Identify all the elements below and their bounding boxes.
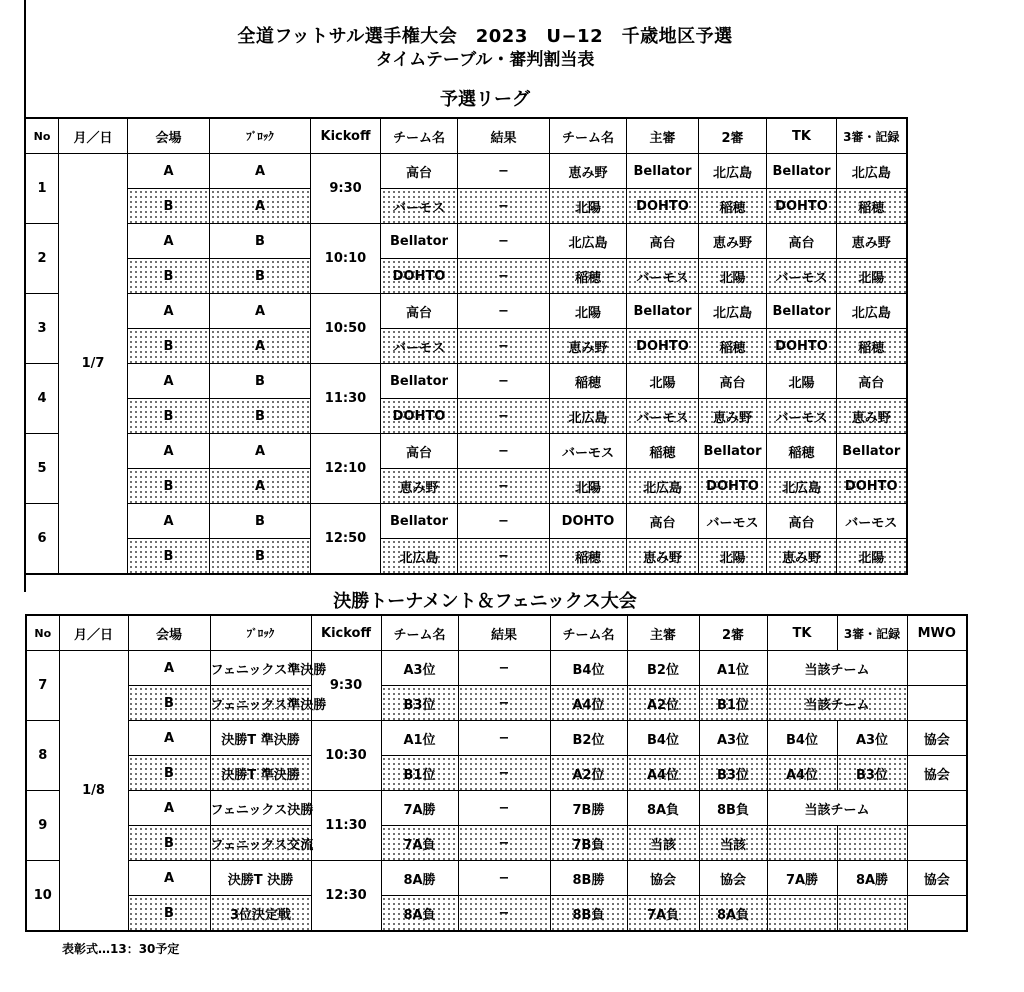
main-cell: B2位 — [627, 651, 699, 686]
second-cell: B3位 — [699, 756, 767, 791]
match-number: 10 — [26, 861, 59, 932]
header-no: No — [26, 118, 59, 154]
team1-cell: 7A勝 — [381, 791, 458, 826]
third-cell: Bellator — [837, 434, 907, 469]
main-cell: 8A負 — [627, 791, 699, 826]
team1-cell: Bellator — [381, 224, 458, 259]
table-row — [26, 686, 967, 721]
team1-cell: 高台 — [381, 154, 458, 189]
third-cell: 北陽 — [837, 259, 907, 294]
kickoff-time: 11:30 — [311, 364, 381, 434]
third-cell: 高台 — [837, 364, 907, 399]
table-row — [26, 154, 907, 189]
main-cell: A2位 — [627, 686, 699, 721]
block-cell: B — [210, 399, 311, 434]
result-cell: − — [458, 791, 550, 826]
venue-cell: A — [128, 861, 210, 896]
tk-cell: 北広島 — [767, 469, 837, 504]
team1-cell: 恵み野 — [381, 469, 458, 504]
block-cell: A — [210, 329, 311, 364]
kickoff-time: 9:30 — [311, 651, 381, 721]
tk-cell: 7A勝 — [767, 861, 837, 896]
result-cell: − — [458, 826, 550, 861]
match-number: 7 — [26, 651, 59, 721]
venue-cell: B — [128, 686, 210, 721]
result-cell: − — [458, 469, 550, 504]
awards-footnote: 表彰式…13：30予定 — [62, 942, 180, 956]
header-team1: チーム名 — [381, 615, 458, 651]
venue-cell: A — [128, 154, 210, 189]
venue-cell: A — [128, 294, 210, 329]
team1-cell: バーモス — [381, 329, 458, 364]
venue-cell: A — [128, 791, 210, 826]
team2-cell: 7B勝 — [550, 791, 627, 826]
table-row — [26, 826, 967, 861]
main-cell: 北陽 — [627, 364, 699, 399]
tk-third-cell: 当該チーム — [767, 791, 907, 826]
table-row — [26, 469, 907, 504]
match-number: 5 — [26, 434, 59, 504]
venue-cell: B — [128, 189, 210, 224]
table-row — [26, 224, 907, 259]
match-number: 9 — [26, 791, 59, 861]
header-venue: 会場 — [128, 615, 210, 651]
team2-cell: 恵み野 — [550, 329, 627, 364]
third-cell: バーモス — [837, 504, 907, 539]
page-title: 全道フットサル選手権大会 2023 U−12 千歳地区予選 — [237, 26, 733, 47]
tk-cell: Bellator — [767, 154, 837, 189]
team2-cell: 北広島 — [550, 224, 627, 259]
table-row — [26, 539, 907, 575]
main-cell: バーモス — [627, 399, 699, 434]
result-cell: − — [458, 154, 550, 189]
header-result: 結果 — [458, 615, 550, 651]
team2-cell: 恵み野 — [550, 154, 627, 189]
header-ref-third: 3審・記録 — [837, 615, 907, 651]
header-kickoff: Kickoff — [311, 615, 381, 651]
tk-third-cell: 当該チーム — [767, 651, 907, 686]
team1-cell: 8A負 — [381, 896, 458, 932]
venue-cell: A — [128, 364, 210, 399]
header-kickoff: Kickoff — [311, 118, 381, 154]
match-number: 8 — [26, 721, 59, 791]
team2-cell: DOHTO — [550, 504, 627, 539]
table-row — [26, 364, 907, 399]
result-cell: − — [458, 504, 550, 539]
page-subtitle: タイムテーブル・審判割当表 — [375, 50, 595, 70]
tk-cell: 高台 — [767, 224, 837, 259]
tk-cell: バーモス — [767, 399, 837, 434]
second-cell: 北陽 — [699, 259, 767, 294]
table-row — [26, 434, 907, 469]
team1-cell: B1位 — [381, 756, 458, 791]
header-team1: チーム名 — [381, 118, 458, 154]
main-cell: A4位 — [627, 756, 699, 791]
league-header-row — [26, 118, 907, 154]
venue-cell: A — [128, 224, 210, 259]
team1-cell: 8A勝 — [381, 861, 458, 896]
match-number: 4 — [26, 364, 59, 434]
main-cell: バーモス — [627, 259, 699, 294]
result-cell: − — [458, 294, 550, 329]
second-cell: 稲穂 — [699, 189, 767, 224]
venue-cell: B — [128, 826, 210, 861]
header-team2: チーム名 — [550, 118, 627, 154]
table-row — [26, 721, 967, 756]
tk-cell: 恵み野 — [767, 539, 837, 575]
main-cell: 協会 — [627, 861, 699, 896]
second-cell: 恵み野 — [699, 399, 767, 434]
mwo-cell: 協会 — [907, 861, 967, 896]
team2-cell: B2位 — [550, 721, 627, 756]
team1-cell: Bellator — [381, 364, 458, 399]
second-cell: A1位 — [699, 651, 767, 686]
result-cell: − — [458, 539, 550, 575]
table-row — [26, 329, 907, 364]
tk-cell: B4位 — [767, 721, 837, 756]
match-date: 1/7 — [59, 154, 128, 575]
third-cell: DOHTO — [837, 469, 907, 504]
header-ref-second: 2審 — [699, 118, 767, 154]
team1-cell: DOHTO — [381, 399, 458, 434]
team1-cell: 7A負 — [381, 826, 458, 861]
block-cell: A — [210, 469, 311, 504]
block-cell: 決勝T 準決勝 — [210, 721, 311, 756]
team2-cell: 北広島 — [550, 399, 627, 434]
main-cell: 高台 — [627, 224, 699, 259]
table-row — [26, 189, 907, 224]
third-cell: 北陽 — [837, 539, 907, 575]
mwo-cell — [907, 826, 967, 861]
third-cell: 稲穂 — [837, 189, 907, 224]
header-tk: TK — [767, 615, 837, 651]
final-header-row — [26, 615, 967, 651]
kickoff-time: 9:30 — [311, 154, 381, 224]
team2-cell: 稲穂 — [550, 364, 627, 399]
tk-cell: Bellator — [767, 294, 837, 329]
third-cell: 稲穂 — [837, 329, 907, 364]
result-cell: − — [458, 721, 550, 756]
block-cell: B — [210, 364, 311, 399]
result-cell: − — [458, 364, 550, 399]
table-row — [26, 504, 907, 539]
kickoff-time: 10:10 — [311, 224, 381, 294]
second-cell: 北陽 — [699, 539, 767, 575]
second-cell: A3位 — [699, 721, 767, 756]
team1-cell: 北広島 — [381, 539, 458, 575]
table-row — [26, 791, 967, 826]
block-cell: 決勝T 決勝 — [210, 861, 311, 896]
main-cell: Bellator — [627, 294, 699, 329]
main-cell: Bellator — [627, 154, 699, 189]
team2-cell: 稲穂 — [550, 259, 627, 294]
third-cell — [837, 896, 907, 932]
main-cell: 高台 — [627, 504, 699, 539]
block-cell: A — [210, 189, 311, 224]
team1-cell: バーモス — [381, 189, 458, 224]
kickoff-time: 10:30 — [311, 721, 381, 791]
tk-cell: DOHTO — [767, 329, 837, 364]
table-row — [26, 259, 907, 294]
table-row — [26, 399, 907, 434]
block-cell: フェニックス準決勝 — [210, 686, 311, 721]
result-cell: − — [458, 259, 550, 294]
league-schedule-table — [25, 117, 908, 575]
final-schedule-table — [25, 614, 968, 932]
venue-cell: A — [128, 721, 210, 756]
match-date: 1/8 — [59, 651, 128, 932]
team2-cell: バーモス — [550, 434, 627, 469]
header-date: 月／日 — [59, 118, 128, 154]
mwo-cell: 協会 — [907, 721, 967, 756]
final-section-title: 決勝トーナメント＆フェニックス大会 — [333, 591, 637, 612]
second-cell: 8A負 — [699, 896, 767, 932]
header-block: ﾌﾞﾛｯｸ — [210, 118, 311, 154]
header-mwo: MWO — [907, 615, 967, 651]
match-number: 3 — [26, 294, 59, 364]
mwo-cell: 協会 — [907, 756, 967, 791]
third-cell: 北広島 — [837, 294, 907, 329]
tk-cell: DOHTO — [767, 189, 837, 224]
block-cell: フェニックス準決勝 — [210, 651, 311, 686]
result-cell: − — [458, 434, 550, 469]
header-tk: TK — [767, 118, 837, 154]
tk-cell — [767, 826, 837, 861]
league-section-title: 予選リーグ — [440, 89, 530, 110]
venue-cell: B — [128, 399, 210, 434]
block-cell: B — [210, 259, 311, 294]
main-cell: B4位 — [627, 721, 699, 756]
second-cell: 北広島 — [699, 154, 767, 189]
team2-cell: 8B負 — [550, 896, 627, 932]
block-cell: A — [210, 434, 311, 469]
result-cell: − — [458, 399, 550, 434]
venue-cell: B — [128, 259, 210, 294]
team1-cell: Bellator — [381, 504, 458, 539]
header-team2: チーム名 — [550, 615, 627, 651]
block-cell: A — [210, 154, 311, 189]
table-row — [26, 896, 967, 932]
mwo-cell — [907, 896, 967, 932]
second-cell: DOHTO — [699, 469, 767, 504]
third-cell: 北広島 — [837, 154, 907, 189]
main-cell: DOHTO — [627, 189, 699, 224]
third-cell: 恵み野 — [837, 224, 907, 259]
table-row — [26, 861, 967, 896]
main-cell: DOHTO — [627, 329, 699, 364]
team2-cell: 北陽 — [550, 469, 627, 504]
team2-cell: 7B負 — [550, 826, 627, 861]
second-cell: 高台 — [699, 364, 767, 399]
header-ref-second: 2審 — [699, 615, 767, 651]
header-result: 結果 — [458, 118, 550, 154]
team1-cell: B3位 — [381, 686, 458, 721]
header-ref-main: 主審 — [627, 615, 699, 651]
block-cell: B — [210, 224, 311, 259]
block-cell: 決勝T 準決勝 — [210, 756, 311, 791]
second-cell: Bellator — [699, 434, 767, 469]
third-cell: 恵み野 — [837, 399, 907, 434]
team1-cell: DOHTO — [381, 259, 458, 294]
second-cell: 協会 — [699, 861, 767, 896]
team1-cell: 高台 — [381, 294, 458, 329]
kickoff-time: 12:50 — [311, 504, 381, 575]
result-cell: − — [458, 686, 550, 721]
result-cell: − — [458, 896, 550, 932]
main-cell: 恵み野 — [627, 539, 699, 575]
tk-cell — [767, 896, 837, 932]
second-cell: 8B負 — [699, 791, 767, 826]
kickoff-time: 10:50 — [311, 294, 381, 364]
main-cell: 稲穂 — [627, 434, 699, 469]
tk-cell: 稲穂 — [767, 434, 837, 469]
kickoff-time: 11:30 — [311, 791, 381, 861]
block-cell: フェニックス交流 — [210, 826, 311, 861]
main-cell: 7A負 — [627, 896, 699, 932]
block-cell: B — [210, 504, 311, 539]
third-cell — [837, 826, 907, 861]
venue-cell: B — [128, 329, 210, 364]
main-cell: 当該 — [627, 826, 699, 861]
match-number: 1 — [26, 154, 59, 224]
tk-cell: 北陽 — [767, 364, 837, 399]
second-cell: 北広島 — [699, 294, 767, 329]
third-cell: A3位 — [837, 721, 907, 756]
venue-cell: A — [128, 504, 210, 539]
second-cell: 当該 — [699, 826, 767, 861]
team2-cell: 8B勝 — [550, 861, 627, 896]
header-date: 月／日 — [59, 615, 128, 651]
team2-cell: 北陽 — [550, 294, 627, 329]
result-cell: − — [458, 756, 550, 791]
team2-cell: A2位 — [550, 756, 627, 791]
second-cell: 稲穂 — [699, 329, 767, 364]
venue-cell: B — [128, 756, 210, 791]
result-cell: − — [458, 189, 550, 224]
kickoff-time: 12:10 — [311, 434, 381, 504]
tk-cell: 高台 — [767, 504, 837, 539]
second-cell: バーモス — [699, 504, 767, 539]
mwo-cell — [907, 651, 967, 686]
result-cell: − — [458, 861, 550, 896]
mwo-cell — [907, 791, 967, 826]
venue-cell: A — [128, 434, 210, 469]
team1-cell: A3位 — [381, 651, 458, 686]
tk-third-cell: 当該チーム — [767, 686, 907, 721]
team2-cell: B4位 — [550, 651, 627, 686]
mwo-cell — [907, 686, 967, 721]
block-cell: B — [210, 539, 311, 575]
result-cell: − — [458, 224, 550, 259]
venue-cell: A — [128, 651, 210, 686]
result-cell: − — [458, 651, 550, 686]
third-cell: 8A勝 — [837, 861, 907, 896]
venue-cell: B — [128, 896, 210, 932]
block-cell: A — [210, 294, 311, 329]
team2-cell: 北陽 — [550, 189, 627, 224]
table-row — [26, 294, 907, 329]
header-ref-third: 3審・記録 — [837, 118, 907, 154]
table-row — [26, 651, 967, 686]
header-no: No — [26, 615, 59, 651]
second-cell: B1位 — [699, 686, 767, 721]
third-cell: B3位 — [837, 756, 907, 791]
block-cell: 3位決定戦 — [210, 896, 311, 932]
tk-cell: A4位 — [767, 756, 837, 791]
table-row — [26, 756, 967, 791]
team1-cell: A1位 — [381, 721, 458, 756]
match-number: 2 — [26, 224, 59, 294]
tk-cell: バーモス — [767, 259, 837, 294]
venue-cell: B — [128, 539, 210, 575]
result-cell: − — [458, 329, 550, 364]
main-cell: 北広島 — [627, 469, 699, 504]
header-block: ﾌﾞﾛｯｸ — [210, 615, 311, 651]
header-ref-main: 主審 — [627, 118, 699, 154]
team1-cell: 高台 — [381, 434, 458, 469]
venue-cell: B — [128, 469, 210, 504]
team2-cell: 稲穂 — [550, 539, 627, 575]
team2-cell: A4位 — [550, 686, 627, 721]
block-cell: フェニックス決勝 — [210, 791, 311, 826]
header-venue: 会場 — [128, 118, 210, 154]
second-cell: 恵み野 — [699, 224, 767, 259]
kickoff-time: 12:30 — [311, 861, 381, 932]
match-number: 6 — [26, 504, 59, 575]
